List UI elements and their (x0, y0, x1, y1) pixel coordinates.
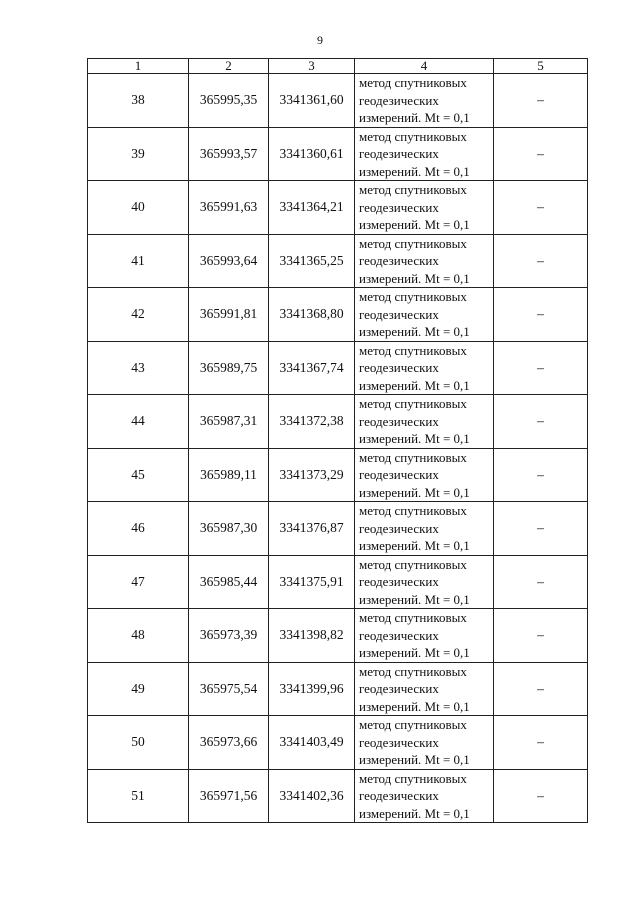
column-header-1: 1 (88, 59, 189, 74)
column-header-2: 2 (189, 59, 269, 74)
page-number: 9 (317, 33, 323, 47)
method-line: метод спутниковых (359, 75, 467, 90)
method-cell (355, 127, 494, 181)
table-row (88, 769, 588, 823)
method-line: измерений. Mt = 0,1 (359, 538, 470, 553)
method-line: геодезических (359, 574, 439, 589)
y-coordinate-cell: 3341373,29 (269, 448, 355, 502)
method-line: измерений. Mt = 0,1 (359, 698, 470, 714)
table-body (88, 74, 588, 823)
method-line: геодезических (359, 360, 439, 375)
point-number-cell: 42 (88, 288, 189, 342)
method-line: метод спутниковых (359, 663, 467, 679)
note-cell: – (494, 395, 588, 449)
x-coordinate-cell: 365973,39 (189, 609, 269, 663)
note-cell: – (494, 716, 588, 770)
point-number-cell: 48 (88, 609, 189, 663)
point-number-cell: 41 (88, 234, 189, 288)
method-cell (355, 234, 494, 288)
table-row (88, 716, 588, 770)
note-cell: – (494, 181, 588, 235)
table-row (88, 341, 588, 395)
x-coordinate-cell: 365985,44 (189, 555, 269, 609)
point-number-cell: 40 (88, 181, 189, 235)
note-cell: – (494, 555, 588, 609)
point-number-cell: 47 (88, 555, 189, 609)
method-cell (355, 716, 494, 770)
method-line: метод спутниковых (359, 235, 467, 251)
table-row (88, 555, 588, 609)
note-cell: – (494, 448, 588, 502)
method-line: метод спутниковых (359, 396, 467, 411)
x-coordinate-cell: 365993,64 (189, 234, 269, 288)
table-row (88, 127, 588, 181)
y-coordinate-cell: 3341376,87 (269, 502, 355, 556)
y-coordinate-cell: 3341361,60 (269, 74, 355, 128)
method-line: метод спутниковых (359, 610, 467, 625)
table-row (88, 662, 588, 716)
method-line: метод спутниковых (359, 770, 467, 786)
method-cell (355, 662, 494, 716)
method-line: метод спутниковых (359, 717, 467, 732)
x-coordinate-cell: 365991,63 (189, 181, 269, 235)
note-cell: – (494, 74, 588, 128)
table-row (88, 234, 588, 288)
method-line: измерений. Mt = 0,1 (359, 163, 470, 179)
method-cell (355, 288, 494, 342)
method-line: геодезических (359, 467, 439, 482)
method-line: геодезических (359, 199, 439, 215)
method-cell (355, 609, 494, 663)
method-line: геодезических (359, 146, 439, 161)
column-header-4: 4 (355, 59, 494, 74)
point-number-cell: 38 (88, 74, 189, 128)
y-coordinate-cell: 3341365,25 (269, 234, 355, 288)
x-coordinate-cell: 365973,66 (189, 716, 269, 770)
method-line: геодезических (359, 253, 439, 268)
method-cell (355, 448, 494, 502)
y-coordinate-cell: 3341360,61 (269, 127, 355, 181)
method-line: измерений. Mt = 0,1 (359, 217, 470, 232)
y-coordinate-cell: 3341398,82 (269, 609, 355, 663)
method-line: геодезических (359, 681, 439, 696)
note-cell: – (494, 341, 588, 395)
method-line: геодезических (359, 306, 439, 322)
table-row (88, 288, 588, 342)
method-line: измерений. Mt = 0,1 (359, 805, 470, 821)
note-cell: – (494, 234, 588, 288)
x-coordinate-cell: 365991,81 (189, 288, 269, 342)
method-line: метод спутниковых (359, 289, 467, 304)
method-line: метод спутниковых (359, 449, 467, 465)
method-cell (355, 769, 494, 823)
method-line: метод спутниковых (359, 182, 467, 197)
note-cell: – (494, 288, 588, 342)
method-cell (355, 74, 494, 128)
table-row (88, 609, 588, 663)
y-coordinate-cell: 3341375,91 (269, 555, 355, 609)
coordinates-table (87, 58, 588, 823)
x-coordinate-cell: 365989,75 (189, 341, 269, 395)
table-row (88, 502, 588, 556)
method-cell (355, 502, 494, 556)
y-coordinate-cell: 3341402,36 (269, 769, 355, 823)
method-line: геодезических (359, 788, 439, 803)
method-line: измерений. Mt = 0,1 (359, 110, 470, 125)
method-line: геодезических (359, 734, 439, 750)
note-cell: – (494, 502, 588, 556)
method-line: метод спутниковых (359, 503, 467, 518)
table-row (88, 181, 588, 235)
method-cell (355, 341, 494, 395)
y-coordinate-cell: 3341364,21 (269, 181, 355, 235)
y-coordinate-cell: 3341368,80 (269, 288, 355, 342)
note-cell: – (494, 609, 588, 663)
point-number-cell: 46 (88, 502, 189, 556)
x-coordinate-cell: 365971,56 (189, 769, 269, 823)
method-line: геодезических (359, 520, 439, 536)
x-coordinate-cell: 365995,35 (189, 74, 269, 128)
method-cell (355, 395, 494, 449)
method-line: метод спутниковых (359, 556, 467, 572)
table-row (88, 395, 588, 449)
y-coordinate-cell: 3341372,38 (269, 395, 355, 449)
method-line: измерений. Mt = 0,1 (359, 484, 470, 500)
x-coordinate-cell: 365987,31 (189, 395, 269, 449)
method-line: метод спутниковых (359, 128, 467, 144)
method-line: геодезических (359, 92, 439, 108)
x-coordinate-cell: 365975,54 (189, 662, 269, 716)
method-line: метод спутниковых (359, 342, 467, 358)
method-line: геодезических (359, 413, 439, 429)
method-cell (355, 181, 494, 235)
point-number-cell: 39 (88, 127, 189, 181)
method-line: измерений. Mt = 0,1 (359, 645, 470, 660)
y-coordinate-cell: 3341367,74 (269, 341, 355, 395)
x-coordinate-cell: 365987,30 (189, 502, 269, 556)
method-line: геодезических (359, 627, 439, 643)
x-coordinate-cell: 365993,57 (189, 127, 269, 181)
point-number-cell: 43 (88, 341, 189, 395)
method-line: измерений. Mt = 0,1 (359, 752, 470, 767)
note-cell: – (494, 769, 588, 823)
y-coordinate-cell: 3341399,96 (269, 662, 355, 716)
point-number-cell: 50 (88, 716, 189, 770)
note-cell: – (494, 127, 588, 181)
method-line: измерений. Mt = 0,1 (359, 324, 470, 339)
point-number-cell: 51 (88, 769, 189, 823)
table-row (88, 448, 588, 502)
y-coordinate-cell: 3341403,49 (269, 716, 355, 770)
x-coordinate-cell: 365989,11 (189, 448, 269, 502)
table-row (88, 74, 588, 128)
column-header-3: 3 (269, 59, 355, 74)
point-number-cell: 49 (88, 662, 189, 716)
method-cell (355, 555, 494, 609)
column-header-5: 5 (494, 59, 588, 74)
method-line: измерений. Mt = 0,1 (359, 591, 470, 607)
point-number-cell: 45 (88, 448, 189, 502)
method-line: измерений. Mt = 0,1 (359, 377, 470, 393)
point-number-cell: 44 (88, 395, 189, 449)
method-line: измерений. Mt = 0,1 (359, 270, 470, 286)
method-line: измерений. Mt = 0,1 (359, 431, 470, 446)
header-row (88, 59, 588, 74)
note-cell: – (494, 662, 588, 716)
